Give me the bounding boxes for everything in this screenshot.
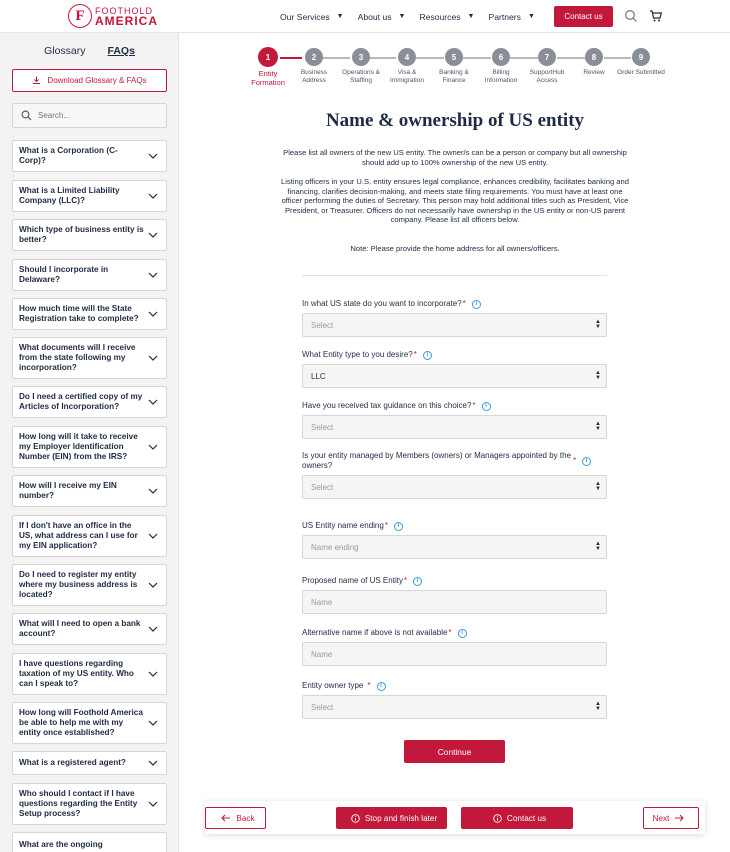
select-arrows-icon: ▲ ▼ <box>595 701 601 712</box>
faq-sidebar <box>0 33 179 852</box>
info-icon[interactable]: i <box>482 402 491 411</box>
faq-item[interactable]: Do I need a certified copy of my Articles of Incorporation? <box>12 386 167 418</box>
tab-glossary[interactable]: Glossary <box>44 45 86 57</box>
chevron-down-icon <box>148 799 158 809</box>
faq-search-input[interactable] <box>38 111 158 120</box>
caret-down-icon: ▼ <box>398 13 406 20</box>
managed-by-label: Is your entity managed by Members (owners) or Managers appointed by the owners? * i <box>302 451 602 471</box>
foothold-logo[interactable] <box>68 4 158 28</box>
step-review[interactable]: 8 Review <box>570 48 618 77</box>
chevron-down-icon <box>148 353 158 363</box>
faq-item[interactable]: How will I receive my EIN number? <box>12 475 167 507</box>
step-billing-information[interactable]: 6 Billing Information <box>477 48 525 84</box>
download-icon <box>32 76 41 85</box>
back-button[interactable]: Back <box>205 807 266 829</box>
state-select[interactable]: Select ▲ ▼ <box>302 313 607 337</box>
faq-item[interactable]: How long will it take to receive my Employer Identification Number (EIN) from the IRS? <box>12 426 167 468</box>
sidebar-tabs <box>0 45 179 57</box>
faq-item[interactable]: What are the ongoing <box>12 832 167 852</box>
tax-guidance-select[interactable]: Select ▲ ▼ <box>302 415 607 439</box>
faq-item[interactable]: If I don't have an office in the US, what address can I use for my EIN application? <box>12 515 167 557</box>
caret-down-icon: ▼ <box>336 13 344 20</box>
state-label: In what US state do you want to incorporate? * i <box>302 299 481 309</box>
nav-about-us[interactable]: About us ▼ <box>357 11 406 22</box>
continue-button[interactable]: Continue <box>404 740 505 763</box>
name-ending-label: US Entity name ending * i <box>302 521 403 531</box>
faq-item[interactable]: What is a registered agent? <box>12 751 167 775</box>
chevron-down-icon <box>148 758 158 768</box>
arrow-right-icon <box>674 814 684 822</box>
top-header <box>0 0 730 33</box>
caret-down-icon: ▼ <box>527 13 535 20</box>
faq-item[interactable]: What documents will I receive from the state following my incorporation? <box>12 337 167 379</box>
faq-item[interactable]: What will I need to open a bank account? <box>12 613 167 645</box>
owner-type-label: Entity owner type * i <box>302 681 386 691</box>
logo-line2: AMERICA <box>95 14 158 28</box>
chevron-down-icon <box>148 309 158 319</box>
bottom-action-bar <box>205 801 705 834</box>
select-arrows-icon: ▲ ▼ <box>595 541 601 552</box>
step-supporthub-access[interactable]: 7 SupportHub Access <box>523 48 571 84</box>
info-circle-icon <box>351 814 360 823</box>
search-icon <box>21 110 32 121</box>
header-contact-button[interactable]: Contact us <box>554 6 613 27</box>
tax-guidance-label: Have you received tax guidance on this choice? * i <box>302 401 491 411</box>
cart-icon[interactable] <box>649 9 663 23</box>
progress-stepper <box>244 46 664 90</box>
info-icon[interactable]: i <box>413 577 422 586</box>
section-divider <box>302 275 607 276</box>
arrow-left-icon <box>221 814 231 822</box>
select-arrows-icon: ▲ ▼ <box>595 370 601 381</box>
chevron-down-icon <box>148 230 158 240</box>
faq-item[interactable]: I have questions regarding taxation of my US entity. Who can I speak to? <box>12 653 167 695</box>
managed-by-select[interactable]: Select ▲ ▼ <box>302 475 607 499</box>
chevron-down-icon <box>148 191 158 201</box>
entity-type-select[interactable]: LLC ▲ ▼ <box>302 364 607 388</box>
info-icon[interactable]: i <box>458 629 467 638</box>
tab-faqs[interactable]: FAQs <box>107 45 135 57</box>
caret-down-icon: ▼ <box>467 13 475 20</box>
alternative-name-input[interactable]: Name <box>302 642 607 666</box>
info-icon[interactable]: i <box>377 682 386 691</box>
info-icon[interactable]: i <box>423 351 432 360</box>
faq-search[interactable] <box>12 103 167 128</box>
chevron-down-icon <box>148 624 158 634</box>
select-arrows-icon: ▲ ▼ <box>595 421 601 432</box>
owner-type-select[interactable]: Select ▲ ▼ <box>302 695 607 719</box>
officers-text: Listing officers in your U.S. entity ensures legal compliance, enhances credibility, facilitates banking and financing, clarifies decision-making, and meets state filing requirements. You must have at least one officer performing the duties of Secretary. This person may hold additional titles such as President, Vice President, or Treasurer. Officers do not necessarily have ownership in the US entity or non-US parent company. Please list all officers below. <box>281 177 629 225</box>
chevron-down-icon <box>148 397 158 407</box>
download-glossary-button[interactable]: Download Glossary & FAQs <box>12 69 167 92</box>
bottom-contact-button[interactable]: Contact us <box>461 807 573 829</box>
chevron-down-icon <box>148 270 158 280</box>
faq-item[interactable]: How much time will the State Registration take to complete? <box>12 298 167 330</box>
chevron-down-icon <box>148 442 158 452</box>
name-ending-select[interactable]: Name ending ▲ ▼ <box>302 535 607 559</box>
faq-item[interactable]: How long will Foothold America be able to help me with my entity once established? <box>12 702 167 744</box>
logo-line1: FOOTHOLD <box>95 6 154 16</box>
address-note: Note: Please provide the home address for all owners/officers. <box>350 244 560 253</box>
intro-text: Please list all owners of the new US entity. The owner/s can be a person or company but all ownership should add up to 100% ownership of the new US entity. <box>283 148 627 167</box>
select-arrows-icon: ▲ ▼ <box>595 319 601 330</box>
faq-item[interactable]: Do I need to register my entity where my business address is located? <box>12 564 167 606</box>
chevron-down-icon <box>148 531 158 541</box>
faq-item[interactable]: Should I incorporate in Delaware? <box>12 259 167 291</box>
step-entity-formation[interactable]: 1 Entity Formation <box>244 48 292 87</box>
search-icon[interactable] <box>624 9 638 23</box>
step-business-address[interactable]: 2 Business Address <box>290 48 338 84</box>
info-icon[interactable]: i <box>394 522 403 531</box>
chevron-down-icon <box>148 669 158 679</box>
chevron-down-icon <box>148 486 158 496</box>
step-order-submitted[interactable]: 9 Order Submitted <box>617 48 665 77</box>
stop-finish-later-button[interactable]: Stop and finish later <box>336 807 447 829</box>
info-circle-icon <box>493 814 502 823</box>
page-title: Name & ownership of US entity <box>325 110 585 131</box>
nav-our-services[interactable]: Our Services ▼ <box>280 11 344 22</box>
proposed-name-label: Proposed name of US Entity * i <box>302 576 422 586</box>
faq-item[interactable]: Which type of business entity is better? <box>12 219 167 251</box>
next-button[interactable]: Next <box>643 807 699 829</box>
chevron-down-icon <box>148 718 158 728</box>
info-icon[interactable]: i <box>582 457 591 466</box>
step-operations-staffing[interactable]: 3 Operations & Staffing <box>337 48 385 84</box>
entity-type-label: What Entity type to you desire? * i <box>302 350 432 360</box>
select-arrows-icon: ▲ ▼ <box>595 481 601 492</box>
main-nav <box>280 0 549 33</box>
alternative-name-label: Alternative name if above is not available * i <box>302 628 467 638</box>
nav-resources[interactable]: Resources ▼ <box>419 11 475 22</box>
nav-partners[interactable]: Partners ▼ <box>488 11 535 22</box>
proposed-name-input[interactable]: Name <box>302 590 607 614</box>
logo-mark-icon: F <box>68 4 92 28</box>
step-banking-finance[interactable]: 5 Banking & Finance <box>430 48 478 84</box>
faq-item[interactable]: Who should I contact if I have questions regarding the Entity Setup process? <box>12 783 167 825</box>
faq-item[interactable]: What is a Limited Liability Company (LLC)? <box>12 180 167 212</box>
step-visa-immigration[interactable]: 4 Visa & Immigration <box>383 48 431 84</box>
chevron-down-icon <box>148 151 158 161</box>
chevron-down-icon <box>148 580 158 590</box>
info-icon[interactable]: i <box>472 300 481 309</box>
faq-item[interactable]: What is a Corporation (C-Corp)? <box>12 140 167 172</box>
